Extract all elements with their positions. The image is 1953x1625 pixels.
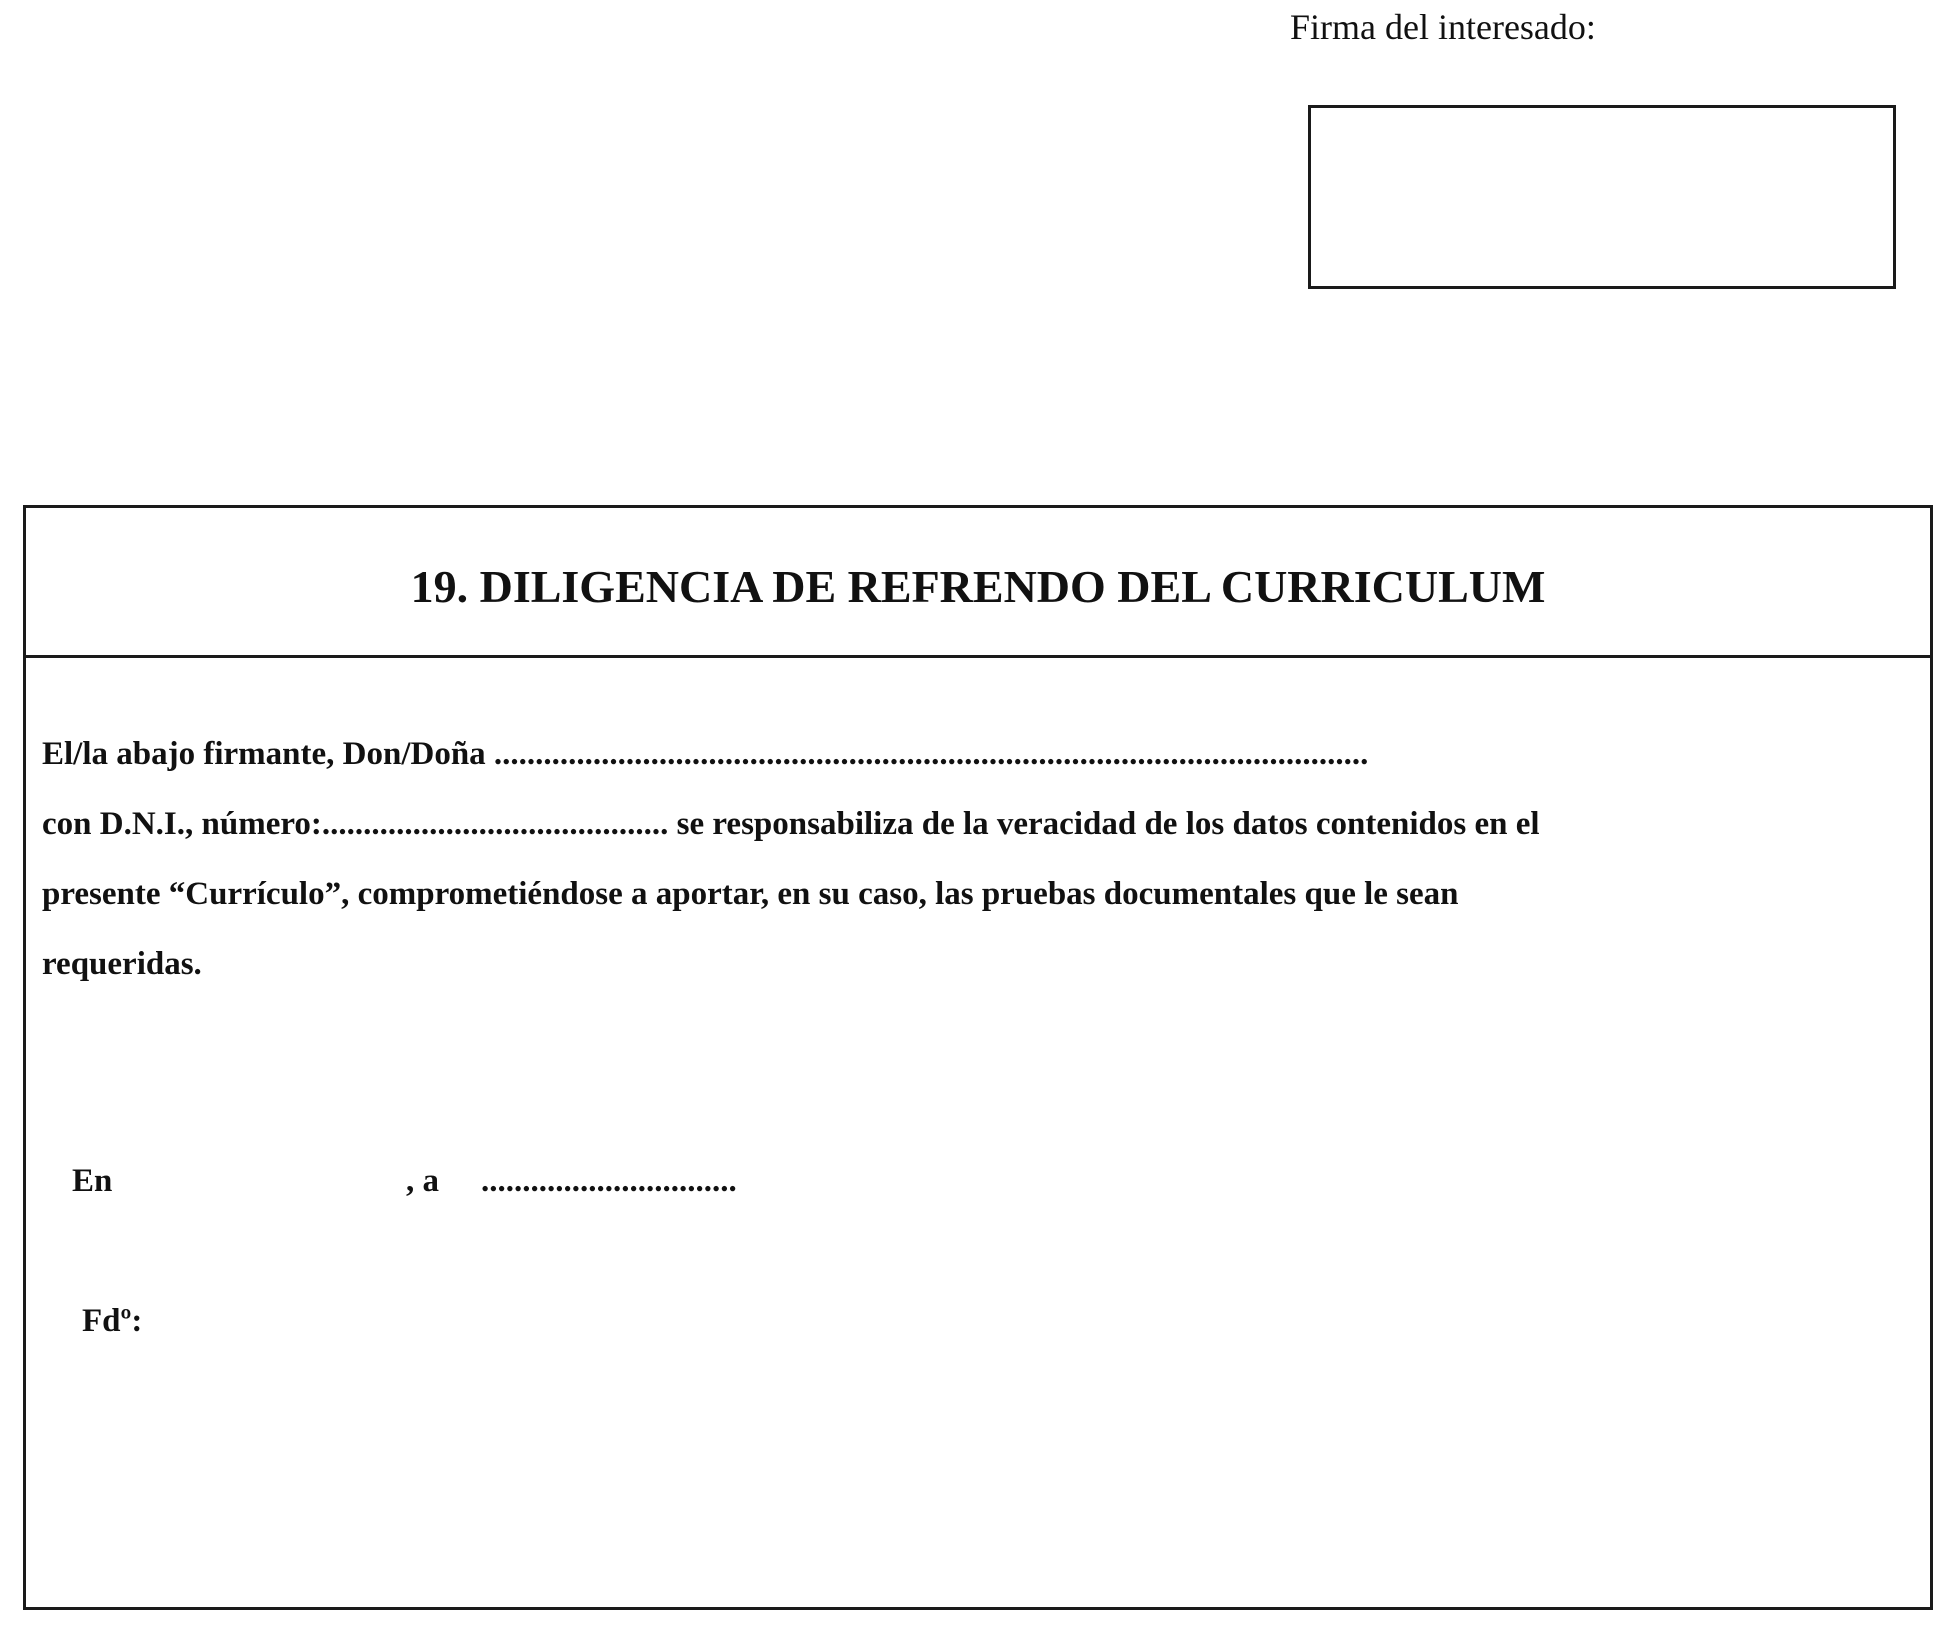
section-title: 19. DILIGENCIA DE REFRENDO DEL CURRICULUM: [410, 561, 1546, 612]
paragraph-line-4: requeridas.: [42, 946, 202, 982]
date-field[interactable]: ...............................: [481, 1163, 737, 1199]
signature-box[interactable]: [1308, 105, 1896, 289]
paragraph-line-3: presente “Currículo”, comprometiéndose a aportar, en su caso, las pruebas documentales que le sean: [42, 876, 1459, 912]
fdo-label: Fdº:: [82, 1303, 143, 1339]
place-label: En: [72, 1163, 113, 1199]
section-header: [26, 508, 1930, 658]
paragraph-line-2: con D.N.I., número:.......................................... se responsabiliza de la veracidad de los datos contenidos en el: [42, 806, 1540, 842]
paragraph-line-1: El/la abajo firmante, Don/Doña ..........................................................................................................: [42, 736, 1369, 772]
date-label: , a: [406, 1163, 439, 1199]
refrendo-section: [23, 505, 1933, 1610]
signature-label: Firma del interesado:: [1290, 7, 1596, 47]
